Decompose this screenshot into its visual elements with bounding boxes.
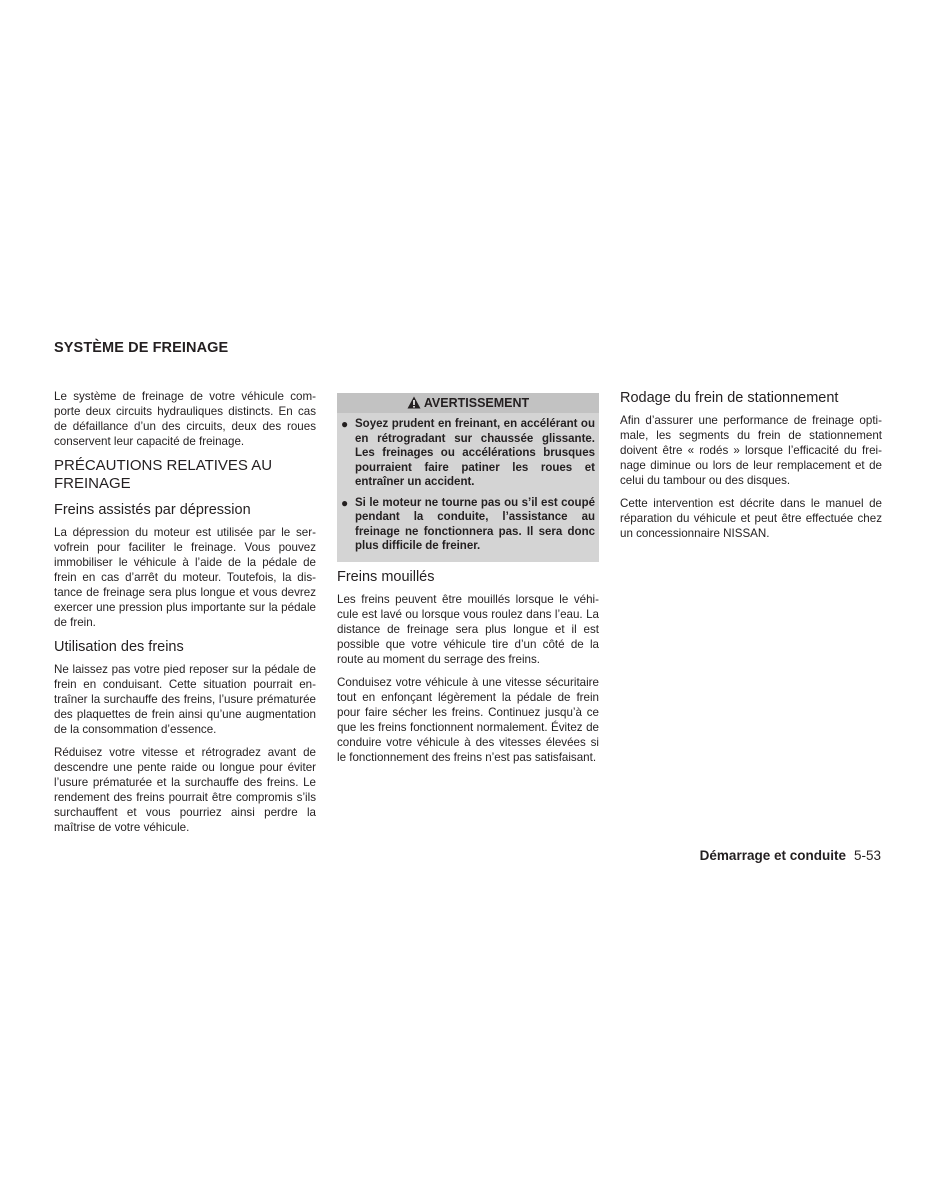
bullet-icon: ● <box>341 495 349 510</box>
intro-paragraph: Le système de freinage de votre véhicule comporte deux circuits hydrauliques distincts. En cas de défaillance d’un des circuits, deux des roues conservent leur capacité de freinage. <box>54 390 316 448</box>
vacuum-brakes-heading: Freins assistés par dépression <box>54 502 251 518</box>
warning-triangle-icon <box>407 396 421 409</box>
chapter-title: Démarrage et conduite <box>699 848 846 863</box>
page-number: 5-53 <box>853 848 881 863</box>
column-left <box>54 389 316 843</box>
warning-item <box>337 496 595 554</box>
parking-brake-paragraph-1: Afin d’assurer une performance de freinage optimale, les segments du frein de stationnement doivent être « rodés » lorsque l’efficacité du freinage diminue ou lors de leur remplacement et de celui du tambour ou des disques. <box>620 414 882 487</box>
warning-item <box>337 417 595 490</box>
wet-brakes-heading: Freins mouillés <box>337 568 435 585</box>
bullet-icon: ● <box>341 417 349 431</box>
warning-title: AVERTISSEMENT <box>423 396 530 410</box>
page-footer <box>700 848 881 863</box>
wet-brakes-paragraph-2: Conduisez votre véhicule à une vitesse sécuritaire tout en enfonçant légèrement la pédale de frein pour faire sécher les freins. Continuez jusqu’à ce que les freins fonctionnent normalement. Évitez de conduire votre véhicule à des vitesses élevées si le fonctionnement des freins n’est pas satisfaisant. <box>337 675 599 764</box>
warning-box <box>337 393 599 562</box>
warning-header <box>337 393 599 413</box>
warning-item-text: Soyez prudent en freinant, en accélérant ou en rétrogradant sur chaussée glissante. Les freinages ou accélérations brusques pourraient faire patiner les roues et entraîner un accident. <box>355 418 595 488</box>
brake-usage-paragraph-1: Ne laissez pas votre pied reposer sur la pédale de frein en conduisant. Cette situation pourrait entraîner la surchauffe des freins, l’usure prématurée des plaquettes de frein ainsi qu’une augmentation de la consommation d’essence. <box>54 663 316 736</box>
parking-brake-heading: Rodage du frein de stationnement <box>620 390 839 406</box>
brake-usage-paragraph-2: Réduisez votre vitesse et rétrogradez avant de descendre une pente raide ou longue pour éviter l’usure prématurée et la surchauffe des freins. Le rendement des freins pourrait être compromis s’ils surchauffent et vous pourriez ainsi perdre la maîtrise de votre véhicule. <box>54 746 316 834</box>
wet-brakes-paragraph-1: Les freins peuvent être mouillés lorsque le véhicule est lavé ou lorsque vous roulez dans l’eau. La distance de freinage sera plus longue et il est possible que votre véhicule tire d’un côté de la route au moment du serrage des freins. <box>337 592 599 666</box>
brake-usage-heading: Utilisation des freins <box>54 639 184 655</box>
precautions-heading: PRÉCAUTIONS RELATIVES AU FREINAGE <box>54 457 273 492</box>
warning-list <box>337 413 599 562</box>
parking-brake-paragraph-2: Cette intervention est décrite dans le manuel de réparation du véhicule et peut être effectuée chez un concessionnaire NISSAN. <box>620 497 882 540</box>
column-right <box>620 389 882 549</box>
warning-item-text: Si le moteur ne tourne pas ou s’il est coupé pendant la conduite, l’assistance au freinage ne fonctionnera pas. Il sera donc plus difficile de freiner. <box>355 496 595 552</box>
vacuum-brakes-paragraph: La dépression du moteur est utilisée par le servofrein pour faciliter le freinage. Vous pouvez immobiliser le véhicule à l’aide de la pédale de frein en cas d’arrêt du moteur. Toutefois, la distance de freinage sera plus longue et vous devrez exercer une pression plus importante sur la pédale de frein. <box>54 526 316 629</box>
column-middle <box>337 389 599 773</box>
section-title: SYSTÈME DE FREINAGE <box>54 340 229 356</box>
